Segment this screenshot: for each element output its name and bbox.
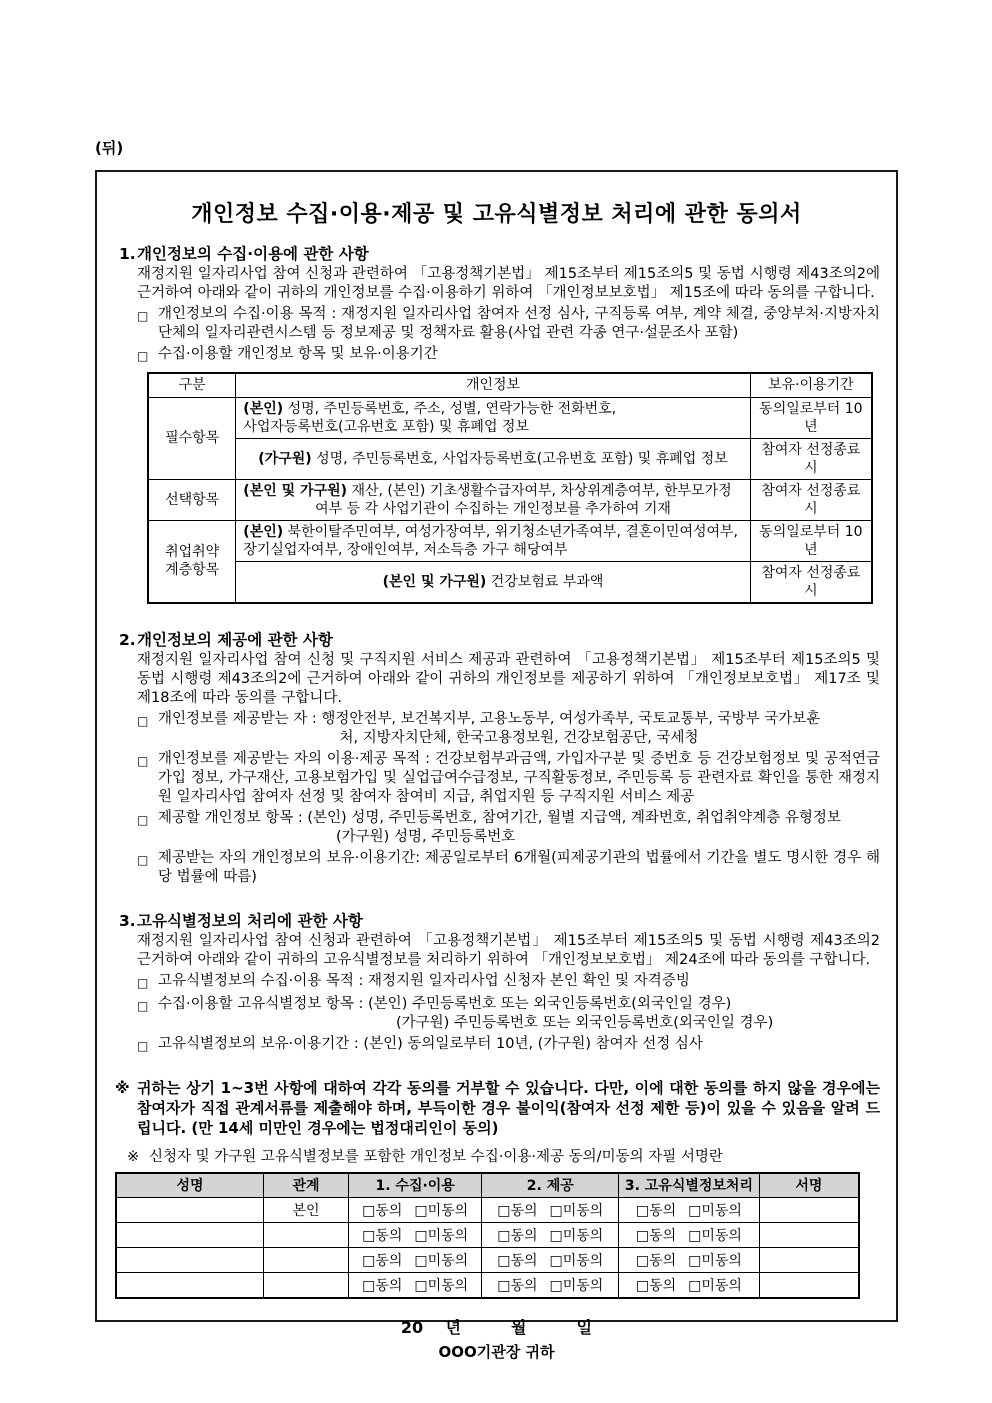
- section-3-bullet-items: □ 수집·이용할 고유식별정보 항목 : (본인) 주민등록번호 또는 외국인등록번호(외국인일 경우) (가구원) 주민등록번호 또는 외국인등록번호(외국인일 경우): [137, 995, 774, 1031]
- col-header-collect-use: 1. 수집·이용: [348, 1173, 482, 1198]
- disagree-checkbox[interactable]: □미동의: [688, 1203, 742, 1219]
- consent-cell-provide: [482, 1223, 619, 1248]
- consent-cell-provide: [482, 1248, 619, 1273]
- section-2-bullet-items: □ 제공할 개인정보 항목 : (본인) 성명, 주민등록번호, 참여기간, 월별 지급액, 계좌번호, 취업취약계층 유형정보 (가구원) 성명, 주민등록번호: [137, 809, 841, 845]
- square-bullet-icon: □: [137, 975, 149, 990]
- category-vulnerable: 취업취약 계층항목: [148, 520, 236, 603]
- table-header-row: [148, 373, 872, 397]
- table-row: [148, 561, 872, 603]
- consent-cell-provide: [482, 1273, 619, 1298]
- disagree-checkbox[interactable]: □미동의: [688, 1253, 742, 1269]
- consent-cell-unique-id: [619, 1223, 760, 1248]
- reference-mark-icon: ※: [115, 1078, 130, 1097]
- section-2-bullet-retention: □ 제공받는 자의 개인정보의 보유·이용기간: 제공일로부터 6개월(피제공기관의 법률에서 기간을 별도 명시한 경우 해당 법률에 따름): [137, 849, 880, 885]
- required-self-info-cell: (본인) 성명, 주민등록번호, 주소, 성별, 연락가능한 전화번호, 사업자등록번호(고유번호 포함) 및 휴폐업 정보: [236, 397, 750, 438]
- section-2-body: [137, 651, 880, 887]
- retention-cell: 참여자 선정종료시: [750, 479, 872, 520]
- document-border: [95, 170, 898, 1361]
- disagree-checkbox[interactable]: □미동의: [549, 1253, 604, 1269]
- table-row: [148, 438, 872, 479]
- agree-checkbox[interactable]: □동의: [497, 1228, 538, 1244]
- agree-checkbox[interactable]: □동의: [635, 1277, 677, 1294]
- disagree-checkbox[interactable]: □미동의: [414, 1277, 469, 1294]
- consent-cell-unique-id: [619, 1273, 760, 1298]
- section-2-heading: [119, 630, 880, 650]
- square-bullet-icon: □: [137, 753, 149, 768]
- refusal-notice: ※ 귀하는 상기 1~3번 사항에 대하여 각각 동의를 거부할 수 있습니다. 다만, 이에 대한 동의를 하지 않을 경우에는 참여자가 직접 관계서류를 제출해야 하며, 부득이한 경우 불이익(참여자 선정 제한 등)이 있을 수 있음을 알려 드립니다. (만 14세 미만인 경우에는 법정대리인이 동의): [115, 1078, 880, 1137]
- consent-signature-table: [115, 1172, 860, 1299]
- col-header-signature: 서명: [759, 1173, 859, 1198]
- col-header-name: 성명: [116, 1173, 264, 1198]
- agree-checkbox[interactable]: □동의: [635, 1228, 677, 1244]
- consent-cell-unique-id: [619, 1248, 760, 1273]
- agree-checkbox[interactable]: □동의: [497, 1253, 538, 1269]
- table-row: [148, 397, 872, 438]
- sign-row-self: [116, 1198, 859, 1223]
- sign-row-member: [116, 1223, 859, 1248]
- back-side-label: (뒤): [95, 139, 124, 157]
- document-title: 개인정보 수집·이용·제공 및 고유식별정보 처리에 관한 동의서: [191, 202, 802, 227]
- name-input-cell[interactable]: [116, 1198, 264, 1223]
- square-bullet-icon: □: [137, 1038, 149, 1053]
- consent-cell-collect-use: [348, 1248, 482, 1273]
- section-1-title: 개인정보의 수집·이용에 관한 사항: [137, 245, 369, 263]
- agree-checkbox[interactable]: □동의: [497, 1203, 538, 1219]
- consent-cell-provide: [482, 1198, 619, 1223]
- addressee-line: OOO기관장 귀하: [438, 1342, 555, 1361]
- personal-info-table: [147, 372, 873, 604]
- disagree-checkbox[interactable]: □미동의: [549, 1228, 604, 1244]
- section-1-heading: [119, 244, 880, 264]
- name-input-cell[interactable]: [116, 1273, 264, 1298]
- signature-input-cell[interactable]: [759, 1223, 859, 1248]
- square-bullet-icon: □: [137, 812, 149, 827]
- section-2: [113, 630, 880, 887]
- section-3-intro: 재정지원 일자리사업 참여 신청과 관련하여 「고용정책기본법」 제15조부터 제15조의5 및 동법 시행령 제43조의2 근거하여 아래와 같이 귀하의 고유식별정보를 처리하기 위하여 「개인정보보호법」 제24조에 따라 동의를 구합니다.: [137, 932, 880, 968]
- disagree-checkbox[interactable]: □미동의: [414, 1203, 469, 1219]
- signature-input-cell[interactable]: [759, 1248, 859, 1273]
- retention-cell: 동의일로부터 10년: [750, 397, 872, 438]
- date-line: 20 년 월 일: [400, 1317, 593, 1337]
- name-input-cell[interactable]: [116, 1223, 264, 1248]
- signature-input-cell[interactable]: [759, 1198, 859, 1223]
- relation-input-cell[interactable]: [264, 1248, 349, 1273]
- agree-checkbox[interactable]: □동의: [362, 1277, 403, 1294]
- sign-table-header-row: [116, 1173, 859, 1198]
- consent-cell-unique-id: [619, 1198, 760, 1223]
- col-header-unique-id: 3. 고유식별정보처리: [619, 1173, 760, 1198]
- relation-input-cell[interactable]: [264, 1223, 349, 1248]
- sign-row-member: [116, 1273, 859, 1298]
- signature-input-cell[interactable]: [759, 1273, 859, 1298]
- section-3-number: 3.: [119, 911, 136, 930]
- agree-checkbox[interactable]: □동의: [497, 1277, 538, 1294]
- section-1-intro: 재정지원 일자리사업 참여 신청과 관련하여 「고용정책기본법」 제15조부터 제15조의5 및 동법 시행령 제43조의2에 근거하여 아래와 같이 귀하의 개인정보를 수집·이용하기 위하여 「개인정보보호법」 제15조에 따라 동의를 구합니다.: [137, 266, 880, 301]
- section-1-bullet-items: □ 수집·이용할 개인정보 항목 및 보유·이용기간: [137, 345, 880, 366]
- relation-cell: 본인: [264, 1198, 349, 1223]
- disagree-checkbox[interactable]: □미동의: [549, 1203, 604, 1219]
- col-header-provide: 2. 제공: [482, 1173, 619, 1198]
- section-1-body: [137, 265, 880, 604]
- disagree-checkbox[interactable]: □미동의: [414, 1228, 469, 1244]
- col-header-retention-period: 보유·이용기간: [750, 373, 872, 397]
- retention-cell: 참여자 선정종료시: [750, 561, 872, 603]
- optional-info-cell: (본인 및 가구원) 재산, (본인) 기초생활수급자여부, 차상위계층여부, 한부모가정 여부 등 각 사업기관이 수집하는 개인정보를 추가하여 기재: [236, 479, 750, 520]
- section-3: [113, 911, 880, 1056]
- section-2-intro: 재정지원 일자리사업 참여 신청 및 구직지원 서비스 제공과 관련하여 「고용정책기본법」 제15조부터 제15조의5 및 동법 시행령 제43조의2에 근거하여 아래와 같이 귀하의 개인정보를 제공하기 위하여 「개인정보보호법」 제17조 및 제18조에 따라 동의를 구합니다.: [137, 651, 880, 706]
- required-household-info-cell: (가구원) 성명, 주민등록번호, 사업자등록번호(고유번호 포함) 및 휴폐업 정보: [236, 438, 750, 479]
- name-input-cell[interactable]: [116, 1248, 264, 1273]
- agree-checkbox[interactable]: □동의: [362, 1203, 403, 1219]
- section-2-title: 개인정보의 제공에 관한 사항: [137, 630, 333, 649]
- vulnerable-self-info-cell: (본인) 북한이탈주민여부, 여성가장여부, 위기청소년가족여부, 결혼이민여성여부, 장기실업자여부, 장애인여부, 저소득층 가구 해당여부: [236, 520, 750, 561]
- retention-cell: 동의일로부터 10년: [750, 520, 872, 561]
- col-header-category: 구분: [148, 373, 236, 397]
- category-optional: 선택항목: [148, 479, 236, 520]
- signature-area-notice: ※ 신청자 및 가구원 고유식별정보를 포함한 개인정보 수집·이용·제공 동의/미동의 자필 서명란: [127, 1148, 723, 1165]
- section-2-number: 2.: [119, 630, 136, 649]
- consent-cell-collect-use: [348, 1273, 482, 1298]
- square-bullet-icon: □: [137, 998, 149, 1013]
- section-2-bullet-recipients: □ 개인정보를 제공받는 자 : 행정안전부, 보건복지부, 고용노동부, 여성가족부, 국토교통부, 국방부 국가보훈 처, 지방자치단체, 한국고용정보원, 건강보험공단, 국세청: [137, 710, 821, 746]
- agree-checkbox[interactable]: □동의: [635, 1203, 677, 1219]
- sign-row-member: [116, 1248, 859, 1273]
- disagree-checkbox[interactable]: □미동의: [688, 1228, 742, 1244]
- relation-input-cell[interactable]: [264, 1273, 349, 1298]
- square-bullet-icon: □: [137, 713, 149, 728]
- col-header-relation: 관계: [264, 1173, 349, 1198]
- table-row: [148, 520, 872, 561]
- section-3-body: [137, 932, 880, 1056]
- disagree-checkbox[interactable]: □미동의: [414, 1253, 469, 1269]
- section-3-bullet-retention: □ 고유식별정보의 보유·이용기간 : (본인) 동의일로부터 10년, (가구원) 참여자 선정 심사: [137, 1035, 880, 1056]
- square-bullet-icon: □: [137, 852, 149, 867]
- disagree-checkbox[interactable]: □미동의: [549, 1277, 604, 1294]
- agree-checkbox[interactable]: □동의: [635, 1253, 677, 1269]
- consent-cell-collect-use: [348, 1198, 482, 1223]
- section-3-bullet-purpose: □ 고유식별정보의 수집·이용 목적 : 재정지원 일자리사업 신청자 본인 확인 및 자격증빙: [137, 972, 880, 993]
- square-bullet-icon: □: [137, 309, 149, 323]
- disagree-checkbox[interactable]: □미동의: [688, 1277, 742, 1294]
- col-header-personal-info: 개인정보: [236, 373, 750, 397]
- section-3-heading: [119, 911, 880, 931]
- agree-checkbox[interactable]: □동의: [362, 1253, 403, 1269]
- section-2-bullet-purpose: □ 개인정보를 제공받는 자의 이용·제공 목적 : 건강보험부과금액, 가입자구분 및 증번호 등 건강보험정보 및 공적연금가입 정보, 가구재산, 고용보험가입 및 실업급여수급정보, 구직활동정보, 주민등록 등 관련자료 확인을 통한 재정지원 일자리사업 참여자 선정 및 참여자 참여비 지급, 취업지원 등 구직지원 서비스 제공: [137, 750, 880, 805]
- category-required: 필수항목: [148, 397, 236, 479]
- retention-cell: 참여자 선정종료시: [750, 438, 872, 479]
- section-1-bullet-purpose: □ 개인정보의 수집·이용 목적 : 재정지원 일자리사업 참여자 선정 심사, 구직등록 여부, 계약 체결, 중앙부처·지방자치단체의 일자리관련시스템 등 정보제공 및 정책자료 활용(사업 관련 각종 연구·설문조사 포함): [137, 306, 880, 341]
- health-insurance-cell: (본인 및 가구원) 건강보험료 부과액: [236, 561, 750, 603]
- section-1-number: 1.: [119, 245, 136, 263]
- table-row: [148, 479, 872, 520]
- reference-mark-icon: ※: [127, 1148, 140, 1165]
- consent-cell-collect-use: [348, 1223, 482, 1248]
- section-1: [113, 244, 880, 604]
- section-3-title: 고유식별정보의 처리에 관한 사항: [137, 911, 363, 930]
- agree-checkbox[interactable]: □동의: [362, 1228, 403, 1244]
- square-bullet-icon: □: [137, 349, 149, 363]
